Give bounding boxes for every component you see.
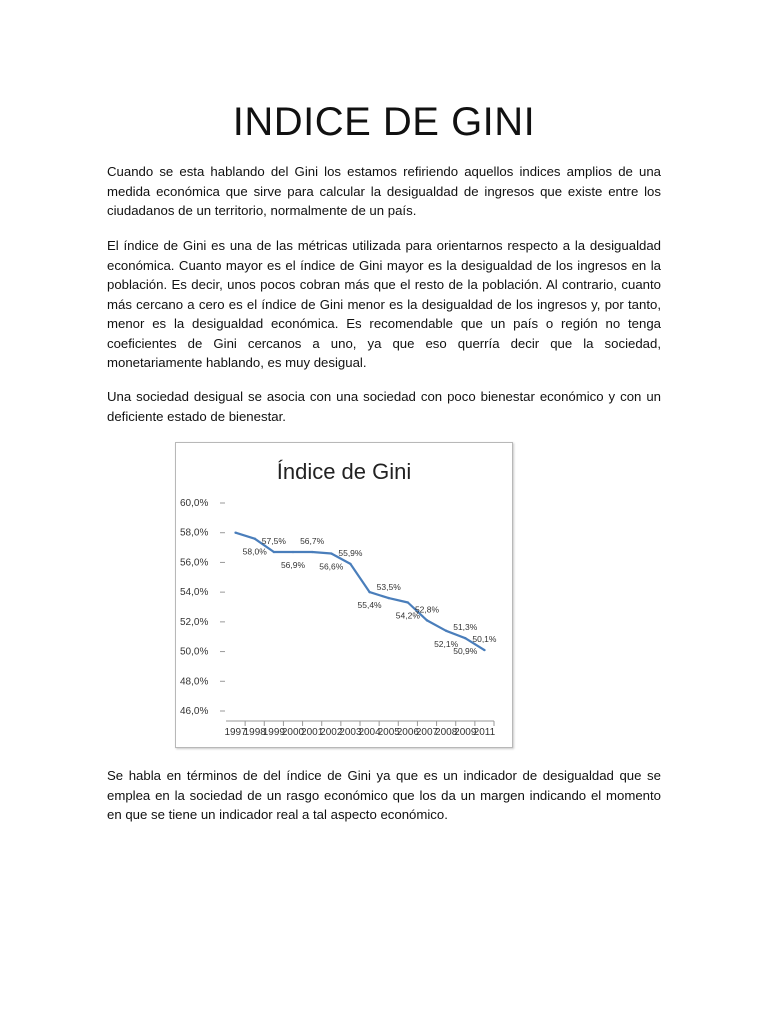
data-point: [464, 637, 466, 639]
data-point: [349, 563, 351, 565]
y-tick-label: 60,0%: [180, 498, 209, 509]
x-tick-label: 1997: [224, 727, 247, 738]
data-point: [234, 532, 236, 534]
y-axis: [180, 498, 225, 717]
x-tick-label: 1998: [243, 727, 266, 738]
data-label: 54,2%: [395, 610, 420, 621]
x-tick-label: 2002: [320, 727, 343, 738]
x-tick-label: 2005: [377, 727, 400, 738]
gini-chart: [175, 442, 513, 748]
data-label: 57,5%: [261, 536, 286, 547]
data-point: [483, 649, 485, 651]
x-tick-label: 2001: [301, 727, 324, 738]
x-tick-label: 2000: [281, 727, 305, 738]
y-tick-label: 54,0%: [180, 587, 209, 599]
x-tick-label: 2006: [396, 727, 419, 738]
data-label: 51,3%: [453, 622, 478, 633]
y-tick-label: 56,0%: [180, 557, 209, 569]
data-label: 56,6%: [319, 561, 344, 572]
data-point: [368, 591, 370, 593]
paragraph-conclusion: Se habla en términos de del índice de Gini ya que es un indicador de desigualdad que se emplea en la sociedad de un rasgo económico que los da un margen indicando el momento en que se tiene un indicador real a tal aspecto económico.: [107, 768, 661, 822]
y-tick-label: 52,0%: [180, 616, 209, 628]
x-tick-label: 2004: [358, 727, 381, 738]
x-tick-label: 2008: [435, 727, 458, 738]
data-label: 56,9%: [280, 560, 306, 571]
data-point: [407, 601, 409, 603]
data-point: [330, 552, 332, 554]
data-label: 58,0%: [242, 546, 267, 557]
data-label: 55,4%: [357, 600, 382, 611]
y-tick-label: 58,0%: [180, 527, 209, 539]
data-label: 50,9%: [453, 646, 478, 657]
x-tick-label: 2009: [454, 727, 477, 738]
data-labels: [243, 536, 497, 656]
paragraph-intro: Cuando se esta hablando del Gini los estamos refiriendo aquellos indices amplios de una medida económica que sirve para calcular la desigualdad de ingresos que existe entre los ciudadanos de un territorio, normalmente de un país.: [107, 164, 661, 218]
data-label: 56,7%: [300, 536, 325, 547]
x-tick-label: 1999: [262, 727, 285, 738]
data-point: [311, 551, 313, 553]
document-title: INDICE DE GINI: [232, 100, 536, 144]
data-label: 50,1%: [472, 634, 497, 645]
y-tick-label: 50,0%: [180, 646, 209, 658]
data-label: 52,8%: [414, 604, 440, 615]
paragraph-definition: El índice de Gini es una de las métricas utilizada para orientarnos respecto a la desigualdad económica. Cuanto mayor es el índice de Gini mayor es la desigualdad de los ingresos en la población. Es decir, unos pocos cobran más que el resto de la población. Al contrario, cuanto más cercano a cero es el índice de Gini menor es la desigualdad de los ingresos y, por tanto, menor es la desigualdad económica. Es recomendable que un país o región no tenga coeficientes de Gini cercanos a uno, ya que eso querría decir que la sociedad, monetariamente hablando, es muy desigual.: [107, 238, 661, 370]
data-point: [445, 630, 447, 632]
y-tick-label: 48,0%: [180, 676, 209, 688]
paragraph-society: Una sociedad desigual se asocia con una sociedad con poco bienestar económico y con un deficiente estado de bienestar.: [107, 389, 661, 424]
data-point: [254, 537, 256, 539]
x-axis: [224, 721, 495, 738]
data-label: 52,1%: [434, 638, 459, 649]
x-tick-label: 2003: [339, 727, 362, 738]
data-point: [273, 551, 275, 553]
data-point: [426, 619, 428, 621]
data-label: 53,5%: [376, 582, 401, 593]
x-tick-label: 2007: [415, 727, 439, 738]
data-point: [388, 597, 390, 599]
x-tick-label: 2011: [473, 727, 496, 738]
chart-title: Índice de Gini: [276, 459, 412, 484]
y-tick-label: 46,0%: [180, 706, 209, 717]
data-point: [292, 551, 294, 553]
gini-chart-svg: [176, 443, 512, 747]
data-label: 55,9%: [338, 547, 363, 558]
